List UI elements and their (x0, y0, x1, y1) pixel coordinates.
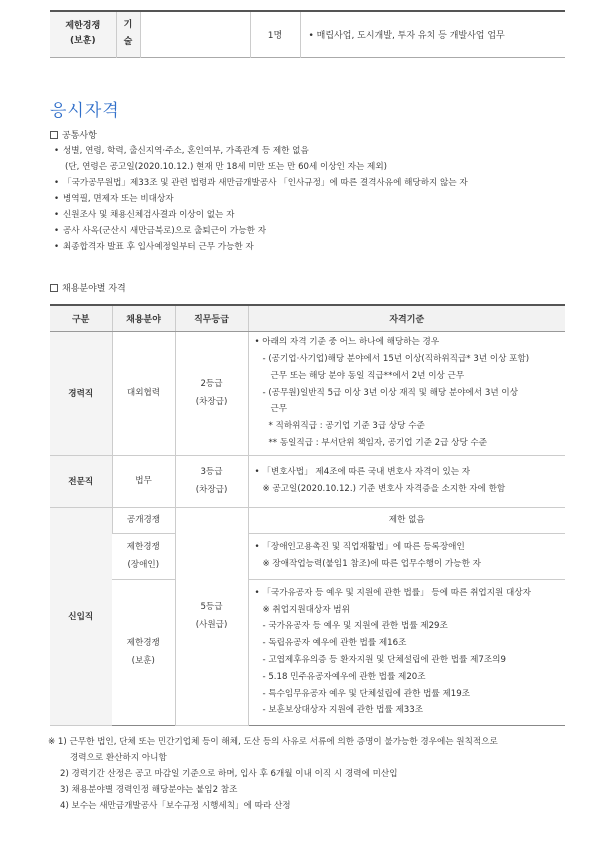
top-row-table (50, 10, 565, 58)
footnotes (48, 734, 568, 814)
footnote: 3) 채용분야별 경력인정 해당분야는 붙임2 참조 (60, 785, 238, 795)
common-heading: 공통사항 (50, 128, 97, 141)
grade-cell: 2등급 (차장급) (175, 331, 248, 455)
common-requirements-list (54, 144, 564, 256)
footnote: 4) 보수는 새만금개발공사「보수규정 시행세칙」에 따라 산정 (60, 801, 291, 811)
list-item: • 병역필, 면제자 또는 비대상자 (54, 194, 174, 204)
grade-cell: 3등급 (차장급) (175, 455, 248, 507)
list-item: • 신원조사 및 채용신체검사결과 이상이 없는 자 (54, 210, 235, 220)
criteria-cell: • 「변호사법」 제4조에 따른 국내 변호사 자격이 있는 자 ※ 공고일(2020.10.12.) 기준 변호사 자격증을 소지한 자에 한함 (248, 455, 565, 507)
table-row (50, 579, 565, 725)
checkbox-square-icon (50, 284, 58, 292)
field-cell: 대외협력 (112, 331, 175, 455)
table-row (50, 533, 565, 579)
criteria-cell: 제한 없음 (248, 507, 565, 533)
list-item: • 성별, 연령, 학력, 출신지역·주소, 혼인여부, 가족관계 등 제한 없음 (54, 146, 309, 156)
duty-cell: • 매립사업, 도시개발, 투자 유치 등 개발사업 업무 (300, 11, 565, 57)
table-row (50, 331, 565, 455)
table-row (50, 507, 565, 533)
header-field: 채용분야 (112, 305, 175, 331)
header-category: 구분 (50, 305, 112, 331)
field-cell: 제한경쟁 (보훈) (112, 579, 175, 725)
table-row (50, 11, 565, 57)
list-item: (단, 연령은 공고일(2020.10.12.) 현재 만 18세 미만 또는 만 60세 이상인 자는 제외) (65, 162, 387, 172)
criteria-cell: • 「국가유공자 등 예우 및 지원에 관한 법률」 등에 따른 취업지원 대상자 ※ 취업지원대상자 범위 - 국가유공자 등 예우 및 지원에 관한 법률 제29조 - 독립유공자 예우에 관한 법률 제16조 - 고엽제후유의증 등 환자지원 및 단체설립에 관한 법률 제7조의9 - 5.18 민주유공자예우에 관한 법률 제20조 - 특수임무유공자 예우 및 단체설립에 관한 법률 제19조 - 보훈보상대상자 지원에 관한 법률 제33조 (248, 579, 565, 725)
headcount-cell: 1명 (250, 11, 300, 57)
qualification-table (50, 304, 565, 726)
empty-cell (140, 11, 250, 57)
grade-cell: 5등급 (사원급) (175, 507, 248, 725)
by-field-heading: 채용분야별 자격 (50, 281, 126, 294)
header-criteria: 자격기준 (248, 305, 565, 331)
category-cell: 신입직 (50, 507, 112, 725)
table-row (50, 455, 565, 507)
recruit-type-cell: 제한경쟁 (보훈) (50, 11, 116, 57)
field-cell: 기 술 (116, 11, 140, 57)
table-header-row (50, 305, 565, 331)
list-item: • 최종합격자 발표 후 입사예정일부터 근무 가능한 자 (54, 242, 254, 252)
footnote: 2) 경력기간 산정은 공고 마감일 기준으로 하며, 입사 후 6개월 이내 이직 시 경력에 미산입 (60, 769, 398, 779)
category-cell: 전문직 (50, 455, 112, 507)
criteria-cell: • 아래의 자격 기준 중 어느 하나에 해당하는 경우 - (공기업·사기업)해당 분야에서 15년 이상(직하위직급* 3년 이상 포함) 근무 또는 해당 분야 동일 직급**에서 2년 이상 근무 - (공무원)일반직 5급 이상 3년 이상 재직 및 해당 분야에서 3년 이상 근무 * 직하위직급 : 공기업 기준 3급 상당 수준 ** 동일직급 : 부서단위 책임자, 공기업 기준 2급 상당 수준 (248, 331, 565, 455)
criteria-cell: • 「장애인고용촉진 및 직업재활법」에 따른 등록장애인 ※ 장애작업능력(붙임1 참조)에 따른 업무수행이 가능한 자 (248, 533, 565, 579)
field-cell: 법무 (112, 455, 175, 507)
section-title: 응시자격 (50, 101, 120, 121)
list-item: • 공사 사옥(군산시 새만금북로)으로 출퇴근이 가능한 자 (54, 226, 266, 236)
field-cell: 공개경쟁 (112, 507, 175, 533)
list-item: • 「국가공무원법」제33조 및 관련 법령과 새만금개발공사 「인사규정」에 따른 결격사유에 해당하지 않는 자 (54, 178, 468, 188)
category-cell: 경력직 (50, 331, 112, 455)
checkbox-square-icon (50, 131, 58, 139)
footnote: 경력으로 환산하지 아니함 (70, 753, 167, 763)
field-cell: 제한경쟁 (장애인) (112, 533, 175, 579)
footnote: ※ 1) 근무한 법인, 단체 또는 민간기업체 등이 해체, 도산 등의 사유로 서류에 의한 증명이 불가능한 경우에는 원칙적으로 (48, 737, 498, 747)
header-grade: 직무등급 (175, 305, 248, 331)
